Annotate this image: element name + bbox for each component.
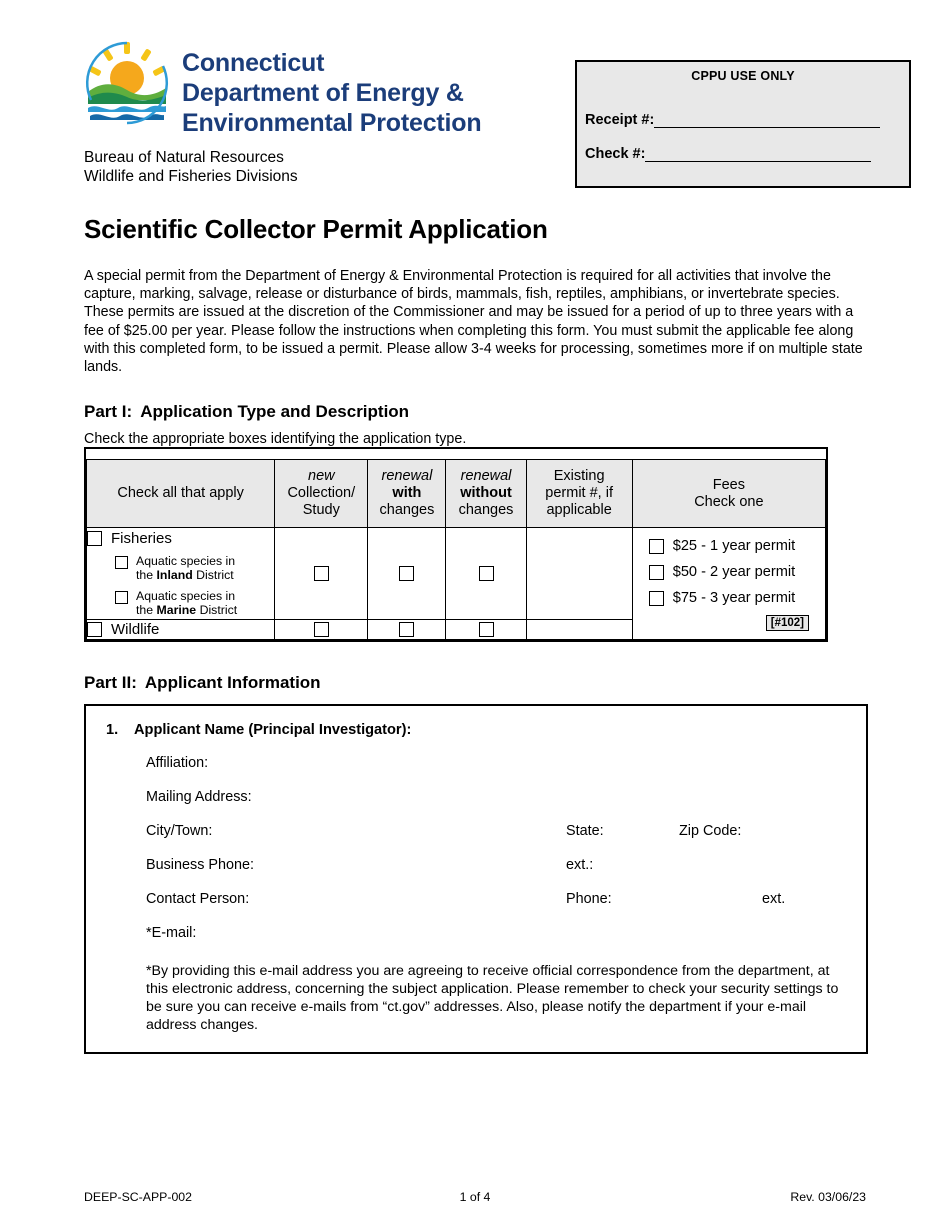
cppu-check-input[interactable] [645, 147, 871, 162]
email-row [146, 925, 846, 942]
contact-person-label: Contact Person: [146, 891, 250, 908]
part-1-heading [84, 402, 866, 422]
wildlife-renewal-with-cell [368, 620, 446, 640]
col-fees-l1: Fees [712, 476, 745, 493]
footer-page-number: 1 of 4 [459, 1190, 491, 1204]
col-existing-l1: Existing [553, 468, 605, 485]
fee-1-label: $25 - 1 year permit [672, 538, 796, 555]
ct-deep-logo-icon [84, 40, 170, 126]
col-new-l1: new [308, 468, 335, 485]
page-footer [84, 1190, 866, 1204]
intro-paragraph: A special permit from the Department of Energy & Environmental Protection is required for all activities that involve the capture, marking, salvage, release or disturbance of birds, mammals, fish, reptiles, amphibians, or invertebrate species. These permits are issued at the discretion of the Commissioner and may be issued for a period of up to three years with a fee of $25.00 per year. Please follow the instructions when completing this form. You must submit the applicable fee along with this completed form, to be issued a permit. Please allow 3-4 weeks for processing, sometimes more if on multiple state lands. [84, 268, 863, 376]
agency-name-line3: Environmental Protection [182, 109, 482, 137]
col-renewal-without-l3: changes [458, 502, 514, 519]
checkbox-wildlife-renewal-without[interactable] [479, 622, 494, 637]
email-label: *E-mail: [146, 925, 197, 942]
cppu-check-label: Check #: [585, 146, 646, 162]
fee-row-3 [649, 590, 825, 606]
contact-person-row [146, 891, 846, 908]
city-state-zip-row [146, 823, 846, 840]
fisheries-renewal-without-cell [446, 528, 526, 620]
agency-name [182, 48, 481, 138]
mailing-address-label: Mailing Address: [146, 789, 252, 806]
col-new-l3: Study [302, 502, 340, 519]
page-title: Scientific Collector Permit Application [84, 214, 548, 244]
affiliation-row [146, 755, 846, 772]
wildlife-new-cell [275, 620, 368, 640]
checkbox-wildlife-new[interactable] [314, 622, 329, 637]
col-renewal-with-l3: changes [379, 502, 435, 519]
inland-label-l2-post: District [192, 568, 234, 583]
wildlife-main-row [87, 621, 274, 638]
cppu-receipt-field [585, 112, 909, 128]
fee-3-label: $75 - 3 year permit [672, 590, 796, 607]
fisheries-main-row [87, 530, 274, 547]
col-existing-l2: permit #, if [545, 485, 613, 502]
applicant-name-label: Applicant Name (Principal Investigator): [134, 722, 412, 739]
agency-logo-block [84, 38, 481, 138]
col-renewal-with-l2: with [392, 485, 422, 502]
affiliation-label: Affiliation: [146, 755, 209, 772]
part-2-label: Part II: [84, 673, 137, 693]
col-fees [632, 460, 825, 528]
fisheries-label: Fisheries [111, 530, 172, 548]
fee-row-2 [649, 564, 825, 580]
checkbox-fee-3-year[interactable] [649, 591, 664, 606]
col-renewal-with-changes [368, 460, 446, 528]
business-phone-row [146, 857, 846, 874]
marine-label-l1: Aquatic species in [136, 589, 236, 604]
checkbox-fee-2-year[interactable] [649, 565, 664, 580]
agency-name-line2: Department of Energy & [182, 79, 464, 107]
email-disclaimer: *By providing this e-mail address you are agreeing to receive official correspondence from the department, at this electronic address, concerning the subject application. Please remember to check your security settings to be sure you can receive e-mails from “ct.gov” addresses. Also, please notify the department if your e-mail address changes. [146, 963, 839, 1034]
part-1-instruction: Check the appropriate boxes identifying the application type. [84, 431, 467, 448]
checkbox-wildlife-renewal-with[interactable] [399, 622, 414, 637]
ext2-label: ext. [762, 891, 786, 908]
agency-name-line1: Connecticut [182, 49, 325, 77]
fees-cell [632, 528, 825, 640]
cppu-check-field [585, 146, 909, 162]
bureau-line1: Bureau of Natural Resources [84, 149, 284, 166]
applicant-name-row [106, 722, 846, 738]
applicant-item-number: 1. [106, 722, 119, 739]
application-type-table [86, 459, 826, 640]
cppu-receipt-label: Receipt #: [585, 112, 655, 128]
wildlife-label-cell [87, 620, 275, 640]
wildlife-label: Wildlife [111, 621, 160, 639]
col-renewal-without-l2: without [460, 485, 512, 502]
inland-label [136, 554, 235, 582]
fee-2-label: $50 - 2 year permit [672, 564, 796, 581]
cppu-receipt-input[interactable] [654, 113, 880, 128]
fisheries-inland-row [115, 554, 274, 582]
marine-label-l2-bold: Marine [156, 603, 197, 618]
wildlife-renewal-without-cell [446, 620, 526, 640]
checkbox-fisheries-new[interactable] [314, 566, 329, 581]
col-new-l2: Collection/ [287, 485, 356, 502]
table-row-fisheries [87, 528, 826, 620]
bureau-line2: Wildlife and Fisheries Divisions [84, 168, 298, 185]
applicant-information-box [84, 704, 868, 1054]
ext-label: ext.: [566, 857, 594, 874]
col-renewal-without-changes [446, 460, 526, 528]
fees-options [633, 528, 825, 639]
cppu-title: CPPU USE ONLY [691, 69, 795, 83]
fee-code-badge [649, 614, 825, 631]
cppu-use-only-box [575, 60, 911, 188]
col-fees-l2: Check one [694, 493, 764, 510]
checkbox-fee-1-year[interactable] [649, 539, 664, 554]
application-type-table-wrapper [84, 447, 828, 642]
fee-row-1 [649, 538, 825, 554]
part-1-label: Part I: [84, 402, 133, 422]
fisheries-marine-row [115, 589, 274, 617]
fisheries-label-cell [87, 528, 275, 620]
fisheries-renewal-with-cell [368, 528, 446, 620]
mailing-address-row [146, 789, 846, 806]
fisheries-existing-permit-cell[interactable] [526, 528, 632, 620]
col-existing-l3: applicable [546, 502, 612, 519]
state-label: State: [566, 823, 604, 840]
fisheries-new-cell [275, 528, 368, 620]
table-header-row [87, 460, 826, 528]
footer-form-id: DEEP-SC-APP-002 [84, 1190, 192, 1204]
wildlife-existing-permit-cell[interactable] [526, 620, 632, 640]
phone-label: Phone: [566, 891, 612, 908]
inland-label-l1: Aquatic species in [136, 554, 236, 569]
zip-label: Zip Code: [679, 823, 742, 840]
footer-revision: Rev. 03/06/23 [790, 1190, 866, 1204]
checkbox-wildlife[interactable] [87, 622, 102, 637]
col-check-all: Check all that apply [87, 460, 275, 528]
city-label: City/Town: [146, 823, 213, 840]
business-phone-label: Business Phone: [146, 857, 255, 874]
col-renewal-without-l1: renewal [460, 468, 512, 485]
marine-label [136, 589, 237, 617]
col-renewal-with-l1: renewal [381, 468, 433, 485]
checkbox-fisheries-renewal-with[interactable] [399, 566, 414, 581]
marine-label-l2-post: District [196, 603, 238, 618]
inland-label-l2-pre: the [136, 568, 157, 583]
marine-label-l2-pre: the [136, 603, 157, 618]
fee-code-text: [#102] [766, 615, 809, 631]
checkbox-marine-district[interactable] [115, 591, 128, 604]
part-2-heading [84, 673, 866, 693]
checkbox-fisheries[interactable] [87, 531, 102, 546]
inland-label-l2-bold: Inland [156, 568, 193, 583]
part-1-text: Application Type and Description [140, 402, 410, 422]
col-existing-permit [526, 460, 632, 528]
checkbox-inland-district[interactable] [115, 556, 128, 569]
checkbox-fisheries-renewal-without[interactable] [479, 566, 494, 581]
part-2-text: Applicant Information [144, 673, 321, 693]
col-new-collection [275, 460, 368, 528]
